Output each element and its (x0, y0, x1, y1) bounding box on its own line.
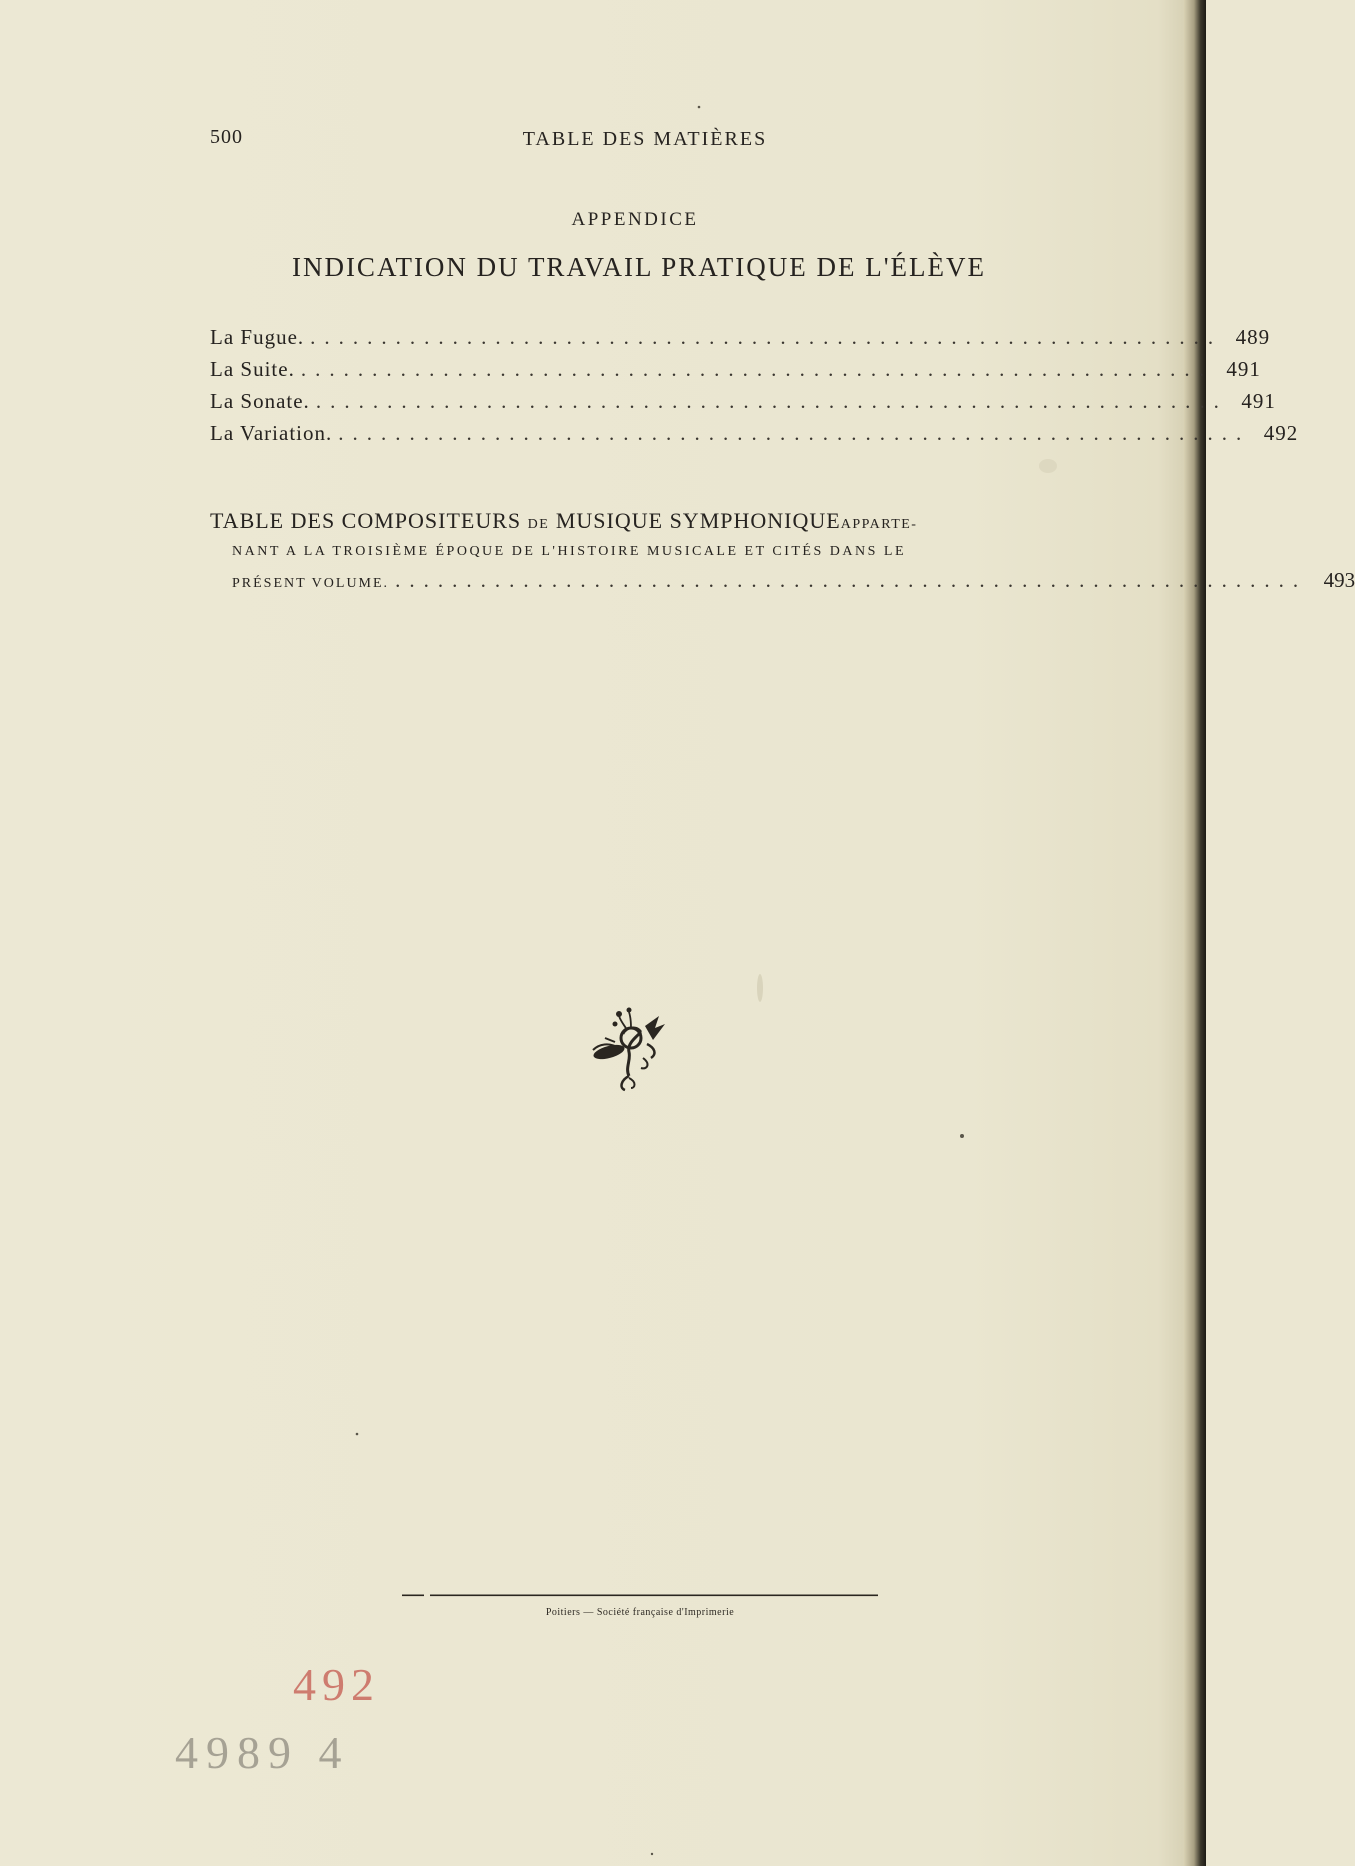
toc-entry-page: 491 (1241, 389, 1276, 413)
dot-leader: ................................................................ (310, 325, 1223, 349)
composers-title-part: DE (527, 517, 550, 532)
toc-entry-page: 491 (1226, 357, 1261, 381)
appendix-title: INDICATION DU TRAVAIL PRATIQUE DE L'ÉLÈVE (291, 252, 987, 282)
toc-entry-page: 492 (1263, 421, 1299, 445)
printer-imprint: Poitiers — Société française d'Imprimerie (545, 1607, 735, 1618)
dot-leader: ................................................................ (338, 421, 1251, 445)
library-stamp-grey: 4989 4 (175, 1727, 350, 1778)
toc-entry-label: La Sonate. (210, 389, 310, 413)
dot-leader: ................................................................ (315, 389, 1228, 413)
composers-title-part: APPARTE- (840, 517, 918, 532)
composers-title-part: TABLE DES COMPOSITEURS (210, 508, 522, 533)
composers-entry-page: 493 (1323, 568, 1355, 592)
dot-leader: ................................................................ (395, 568, 1308, 592)
page-number: 500 (210, 126, 243, 148)
toc-entry-label: La Fugue. (210, 325, 305, 349)
running-title: TABLE DES MATIÈRES (522, 128, 768, 150)
composers-entry-line-2: NANT A LA TROISIÈME ÉPOQUE DE L'HISTOIRE MUSICALE ET CITÉS DANS LE (232, 544, 906, 559)
composers-entry-label: PRÉSENT VOLUME. (232, 576, 390, 591)
toc-entry-page: 489 (1235, 325, 1271, 349)
toc-entry-label: La Suite. (210, 357, 295, 381)
library-stamp-red: 492 (293, 1659, 380, 1710)
composers-title-part: MUSIQUE SYMPHONIQUE (555, 508, 841, 533)
dot-leader: ................................................................ (300, 357, 1213, 381)
appendix-label: APPENDICE (571, 209, 699, 230)
toc-entry-label: La Variation. (210, 421, 333, 445)
